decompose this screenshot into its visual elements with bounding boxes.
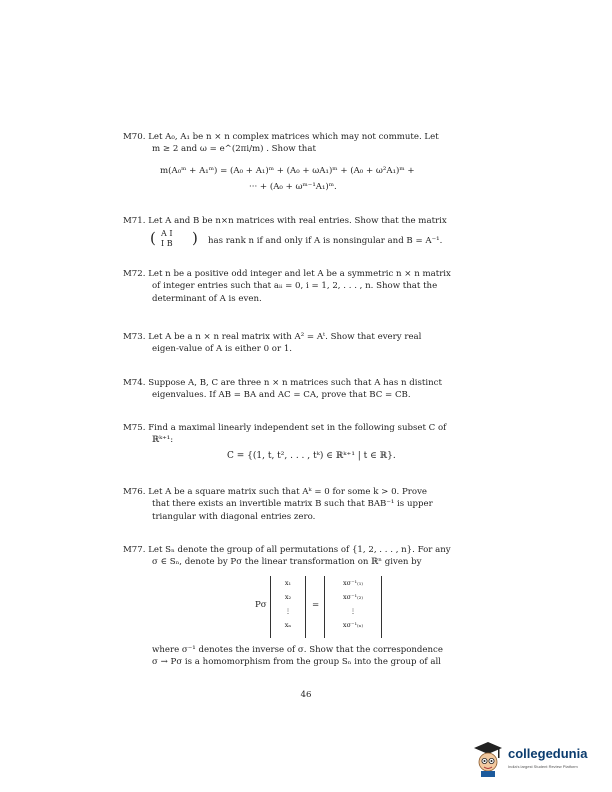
m77-left-vector-entry-3: ⋮	[284, 607, 292, 615]
m77-left-vector-entry-1: x₁	[284, 579, 292, 587]
m77-after-line-1: where σ⁻¹ denotes the inverse of σ. Show that the correspondence	[152, 645, 443, 655]
m71-line-2: has rank n if and only if A is nonsingular and B = A⁻¹.	[208, 236, 443, 246]
m70-equation-line-2: ··· + (A₀ + ωᵐ⁻¹A₁)ᵐ.	[249, 182, 337, 192]
m77-right-vector-entry-4: xσ⁻¹₍ₙ₎	[342, 621, 364, 629]
m71-matrix-row-1: A I	[161, 229, 173, 238]
m70-line-2: m ≥ 2 and ω = e^(2πi/m) . Show that	[152, 144, 316, 155]
graduate-mascot-icon	[472, 740, 504, 778]
page-number: 46	[300, 690, 312, 700]
problem-m71	[123, 215, 485, 227]
m71-right-paren: )	[192, 229, 198, 247]
problem-m76	[123, 486, 485, 523]
m73-line-2: eigen-value of A is either 0 or 1.	[152, 344, 293, 355]
problem-m74	[123, 377, 485, 402]
m77-left-vector-entry-4: xₙ	[284, 621, 292, 629]
m72-line-3: determinant of A is even.	[152, 293, 262, 304]
m77-after-line-2: σ → Pσ is a homomorphism from the group Sₙ into the group of all	[152, 657, 441, 668]
collegedunia-tagline: India's largest Student Review Platform	[508, 764, 578, 769]
m71-matrix-row-2: I B	[161, 239, 173, 248]
m77-right-vector	[324, 576, 382, 638]
m77-p-sigma: Pσ	[255, 600, 267, 610]
m74-line-2: eigenvalues. If AB = BA and AC = CA, prove that BC = CB.	[152, 390, 411, 401]
m71-left-paren: (	[150, 229, 156, 247]
m70-equation-line-1: m(A₀ᵐ + A₁ᵐ) = (A₀ + A₁)ᵐ + (A₀ + ωA₁)ᵐ + (A₀ + ω²A₁)ᵐ +	[160, 166, 415, 176]
problem-m75	[123, 422, 485, 447]
m74-line-1: M74. Suppose A, B, C are three n × n matrices such that A has n distinct	[123, 378, 442, 388]
m71-matrix	[161, 229, 173, 249]
m73-line-1: M73. Let A be a n × n real matrix with A² = Aᵗ. Show that every real	[123, 332, 422, 342]
problem-m70	[123, 131, 485, 156]
collegedunia-wordmark: collegedunia	[508, 746, 588, 761]
m71-line-1: M71. Let A and B be n×n matrices with real entries. Show that the matrix	[123, 216, 447, 226]
m75-line-1: M75. Find a maximal linearly independent set in the following subset C of	[123, 423, 447, 433]
m72-line-1: M72. Let n be a positive odd integer and let A be a symmetric n × n matrix	[123, 269, 451, 279]
problem-m73	[123, 331, 485, 356]
m77-equals-sign: =	[312, 600, 320, 610]
m77-right-vector-entry-3: ⋮	[349, 607, 357, 615]
m75-set-definition: C = {(1, t, t², . . . , tᵏ) ∈ ℝᵏ⁺¹ | t ∈ ℝ}.	[227, 451, 396, 461]
m76-line-3: triangular with diagonal entries zero.	[152, 511, 316, 522]
m77-right-vector-entry-2: xσ⁻¹₍₂₎	[343, 593, 363, 601]
m77-left-vector	[270, 576, 306, 638]
m76-line-1: M76. Let A be a square matrix such that Aᵏ = 0 for some k > 0. Prove	[123, 487, 428, 497]
collegedunia-logo	[472, 740, 602, 780]
m77-left-vector-entry-2: x₂	[284, 593, 292, 601]
problem-m77	[123, 544, 485, 569]
m77-right-vector-entry-1: xσ⁻¹₍₁₎	[343, 579, 363, 587]
m77-line-2: σ ∈ Sₙ, denote by Pσ the linear transformation on ℝⁿ given by	[152, 557, 422, 568]
m76-line-2: that there exists an invertible matrix B such that BAB⁻¹ is upper	[152, 499, 433, 510]
problem-m72	[123, 268, 485, 305]
m77-line-1: M77. Let Sₙ denote the group of all permutations of {1, 2, . . . , n}. For any	[123, 545, 451, 555]
m70-line-1: M70. Let A₀, A₁ be n × n complex matrices which may not commute. Let	[123, 132, 439, 142]
m75-line-2: ℝᵏ⁺¹:	[152, 435, 174, 446]
m72-line-2: of integer entries such that aᵢᵢ = 0, i = 1, 2, . . . , n. Show that the	[152, 281, 438, 292]
m77-continuation	[152, 644, 485, 669]
